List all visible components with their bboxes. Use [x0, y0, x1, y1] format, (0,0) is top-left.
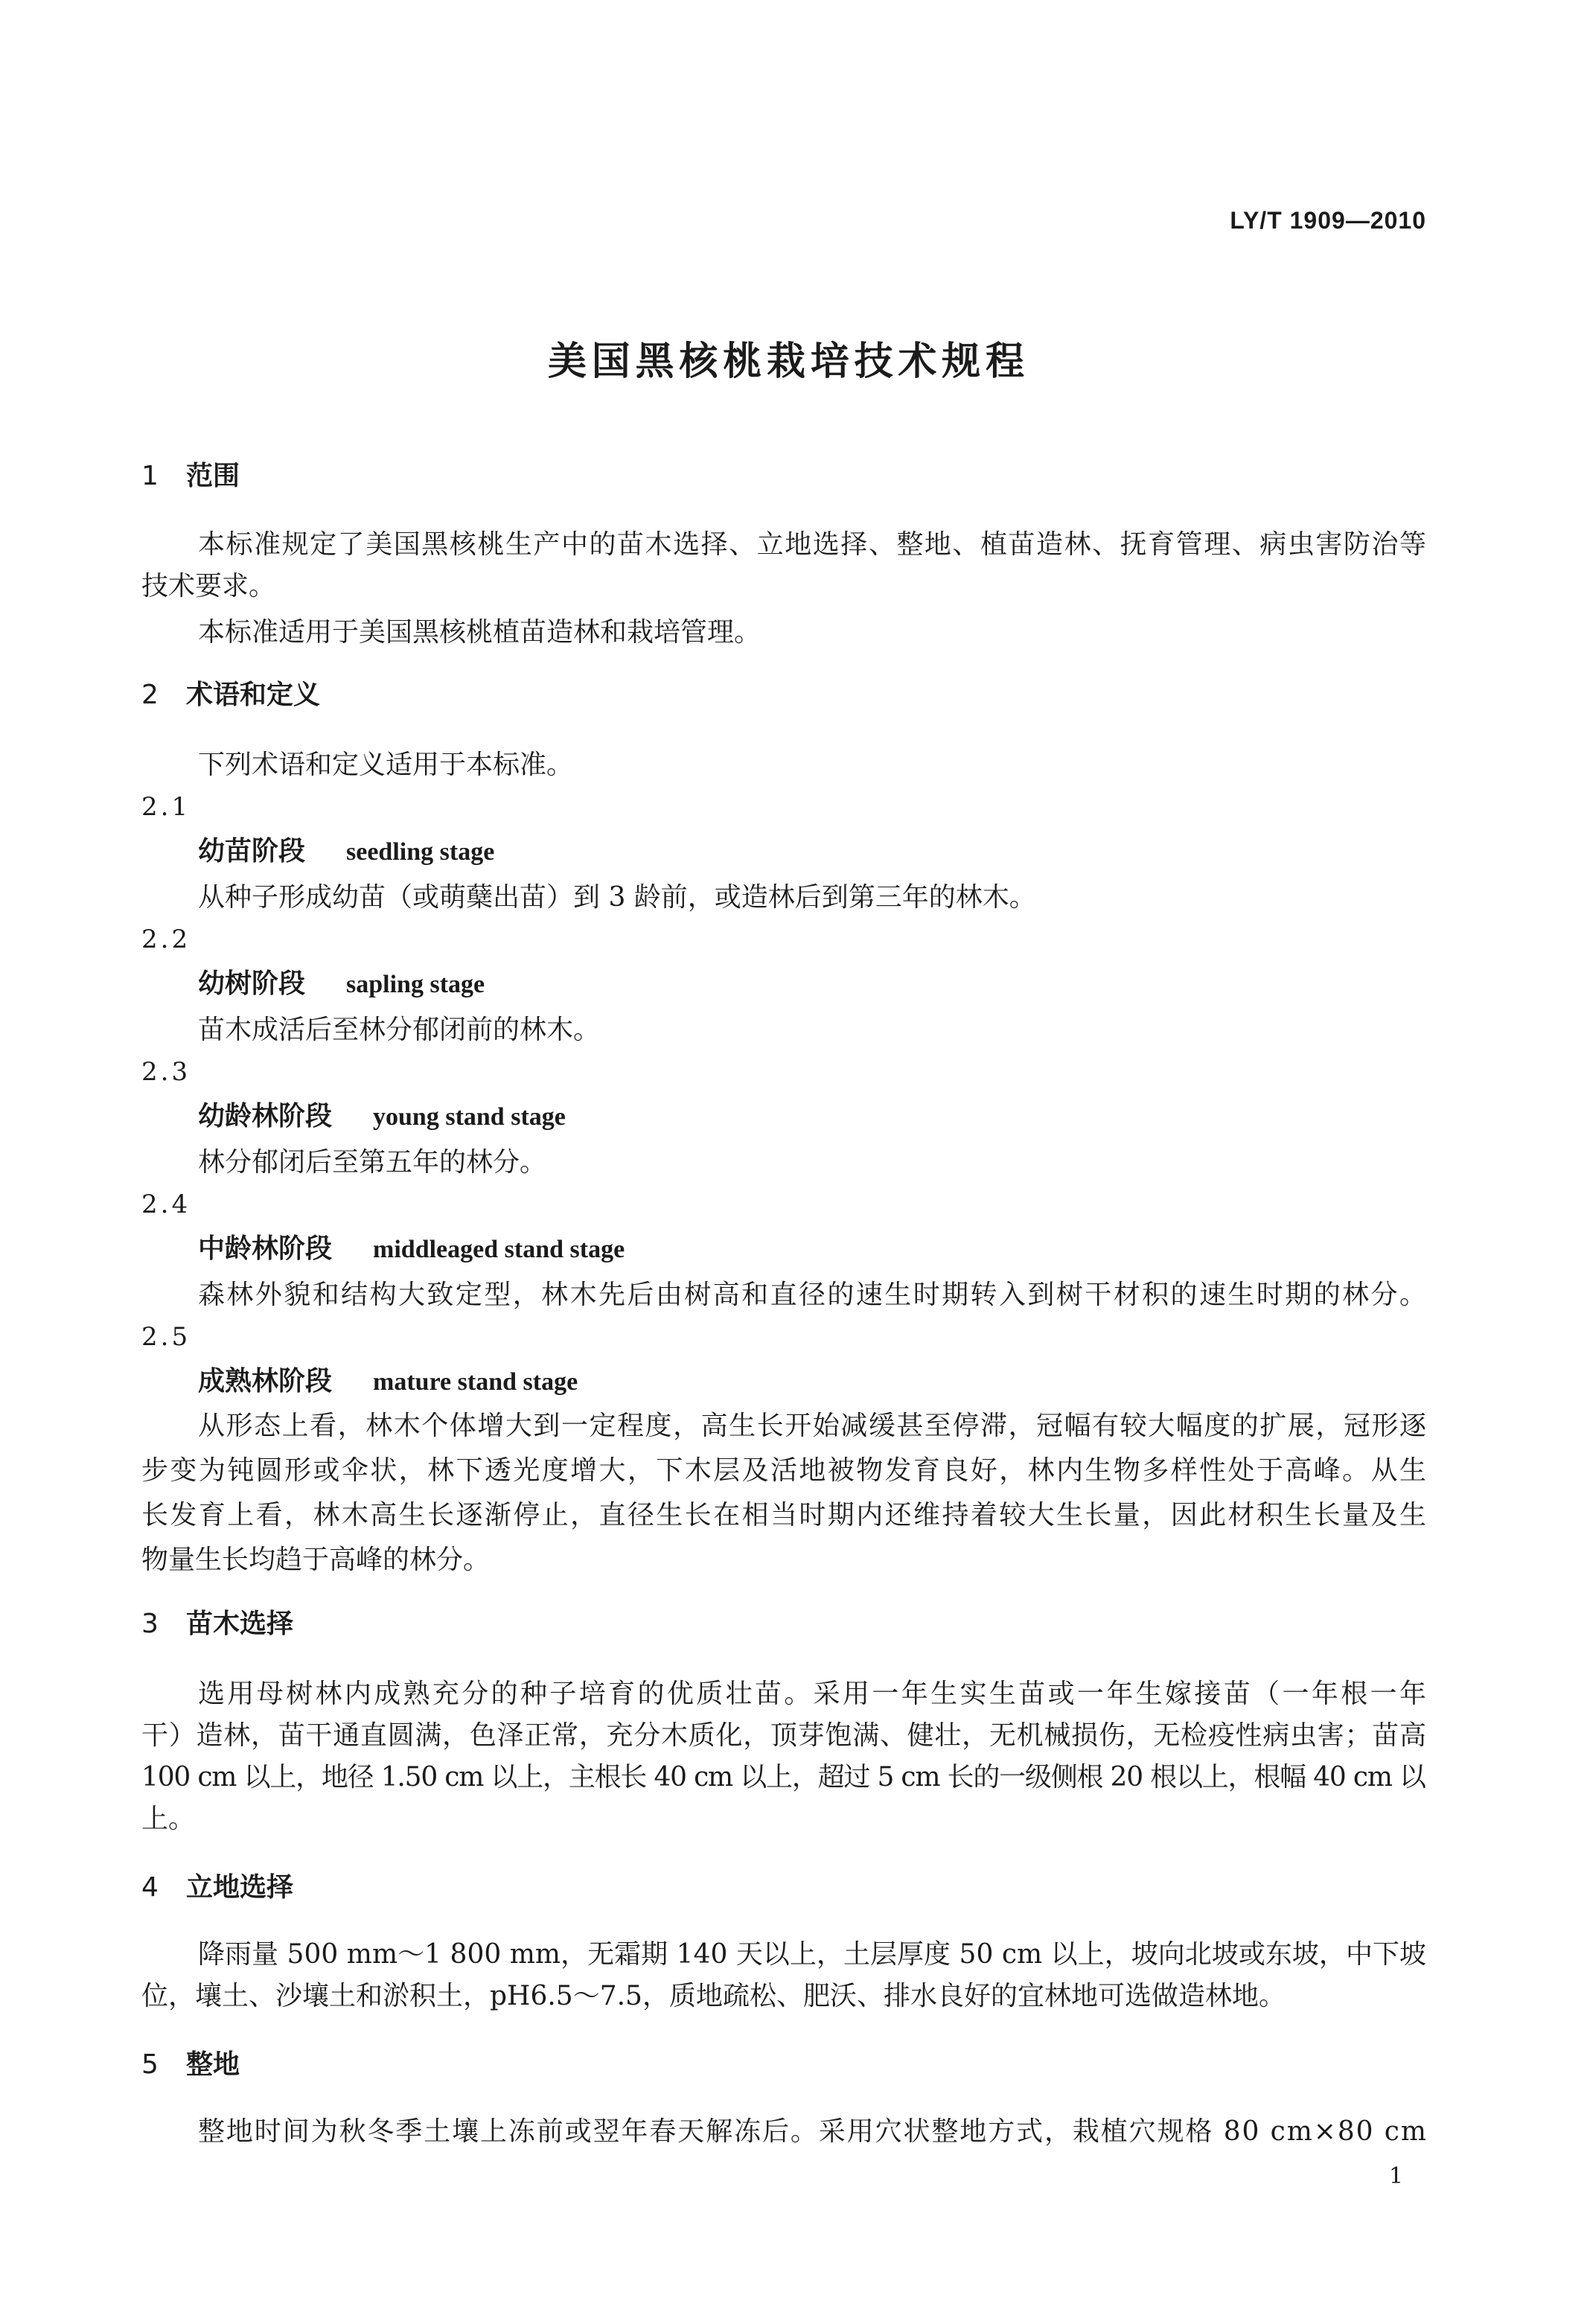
section-heading-terms [141, 680, 320, 710]
term-definition-line: 物量生长均趋于高峰的林分。 [141, 1545, 491, 1575]
paragraph-line: 降雨量 500 mm～1 800 mm，无霜期 140 天以上，土层厚度 50 cm 以上，坡向北坡或东坡，中下坡 [198, 1939, 1427, 1970]
term-definition-line: 从种子形成幼苗（或萌蘖出苗）到 3 龄前，或造林后到第三年的林木。 [198, 882, 1036, 913]
section-title: 范围 [186, 461, 240, 491]
paragraph-line: 上。 [141, 1804, 196, 1834]
section-number: 2 [141, 680, 159, 710]
term-number: 2.1 [141, 792, 191, 822]
section-title: 整地 [186, 2049, 240, 2080]
term-number: 2.3 [141, 1057, 191, 1087]
term-number: 2.2 [141, 925, 191, 954]
paragraph-line: 下列术语和定义适用于本标准。 [198, 750, 574, 780]
section-number: 1 [141, 461, 159, 491]
section-heading-seedling-selection [141, 1609, 293, 1639]
paragraph-line: 本标准规定了美国黑核桃生产中的苗木选择、立地选择、整地、植苗造林、抚育管理、病虫害防治等 [198, 529, 1428, 560]
term-zh: 中龄林阶段 [198, 1233, 333, 1264]
standard-code: LY/T 1909—2010 [1230, 207, 1426, 234]
paragraph-line: 100 cm 以上，地径 1.50 cm 以上，主根长 40 cm 以上，超过 5 cm 长的一级侧根 20 根以上，根幅 40 cm 以 [141, 1762, 1425, 1793]
term-entry [198, 1367, 578, 1397]
paragraph-line: 位，壤土、沙壤土和淤积土，pH6.5～7.5，质地疏松、肥沃、排水良好的宜林地可选做造林地。 [141, 1981, 1286, 2011]
paragraph-line: 整地时间为秋冬季土壤上冻前或翌年春天解冻后。采用穴状整地方式，栽植穴规格 80 cm×80 cm [198, 2116, 1428, 2147]
term-definition-line: 森林外貌和结构大致定型，林木先后由树高和直径的速生时期转入到树干材积的速生时期的林分。 [198, 1280, 1428, 1310]
term-definition-line: 苗木成活后至林分郁闭前的林木。 [198, 1015, 601, 1045]
term-en: young stand stage [373, 1103, 566, 1131]
term-definition-line: 林分郁闭后至第五年的林分。 [198, 1147, 547, 1178]
term-en: mature stand stage [373, 1368, 578, 1396]
section-heading-scope [141, 462, 240, 491]
paragraph-line: 选用母树林内成熟充分的种子培育的优质壮苗。采用一年生实生苗或一年生嫁接苗（一年根一年 [198, 1679, 1429, 1709]
section-heading-site-selection [141, 1873, 293, 1903]
term-zh: 幼龄林阶段 [198, 1101, 333, 1131]
term-en: seedling stage [346, 838, 495, 866]
term-en: sapling stage [346, 971, 485, 998]
page-number: 1 [1389, 2163, 1404, 2189]
term-number: 2.5 [141, 1322, 191, 1352]
term-definition-line: 步变为钝圆形或伞状，林下透光度增大，下木层及活地被物发育良好，林内生物多样性处于高峰。从生 [141, 1455, 1428, 1486]
section-title: 苗木选择 [186, 1609, 294, 1639]
section-title: 立地选择 [186, 1872, 294, 1903]
term-definition-line: 长发育上看，林木高生长逐渐停止，直径生长在相当时期内还维持着较大生长量，因此材积生长量及生 [141, 1500, 1428, 1530]
section-number: 5 [141, 2049, 159, 2080]
term-definition-line: 从形态上看，林木个体增大到一定程度，高生长开始减缓甚至停滞，冠幅有较大幅度的扩展，冠形逐 [198, 1411, 1428, 1441]
term-number: 2.4 [141, 1190, 191, 1219]
paragraph-line: 干）造林，苗干通直圆满，色泽正常，充分木质化，顶芽饱满、健壮，无机械损伤，无检疫性病虫害；苗高 [141, 1720, 1427, 1751]
term-zh: 幼树阶段 [198, 968, 306, 999]
document-title: 美国黑核桃栽培技术规程 [548, 339, 1029, 384]
section-title: 术语和定义 [186, 680, 321, 710]
term-entry [198, 1102, 566, 1132]
section-heading-site-preparation [141, 2050, 240, 2080]
term-entry [198, 969, 485, 1000]
term-zh: 成熟林阶段 [198, 1366, 333, 1396]
term-entry [198, 837, 494, 867]
term-entry [198, 1234, 625, 1265]
paragraph-line: 本标准适用于美国黑核桃植苗造林和栽培管理。 [198, 617, 761, 648]
term-en: middleaged stand stage [373, 1236, 625, 1263]
section-number: 3 [141, 1609, 159, 1639]
term-zh: 幼苗阶段 [198, 836, 306, 866]
paragraph-line: 技术要求。 [141, 571, 276, 601]
section-number: 4 [141, 1872, 159, 1903]
